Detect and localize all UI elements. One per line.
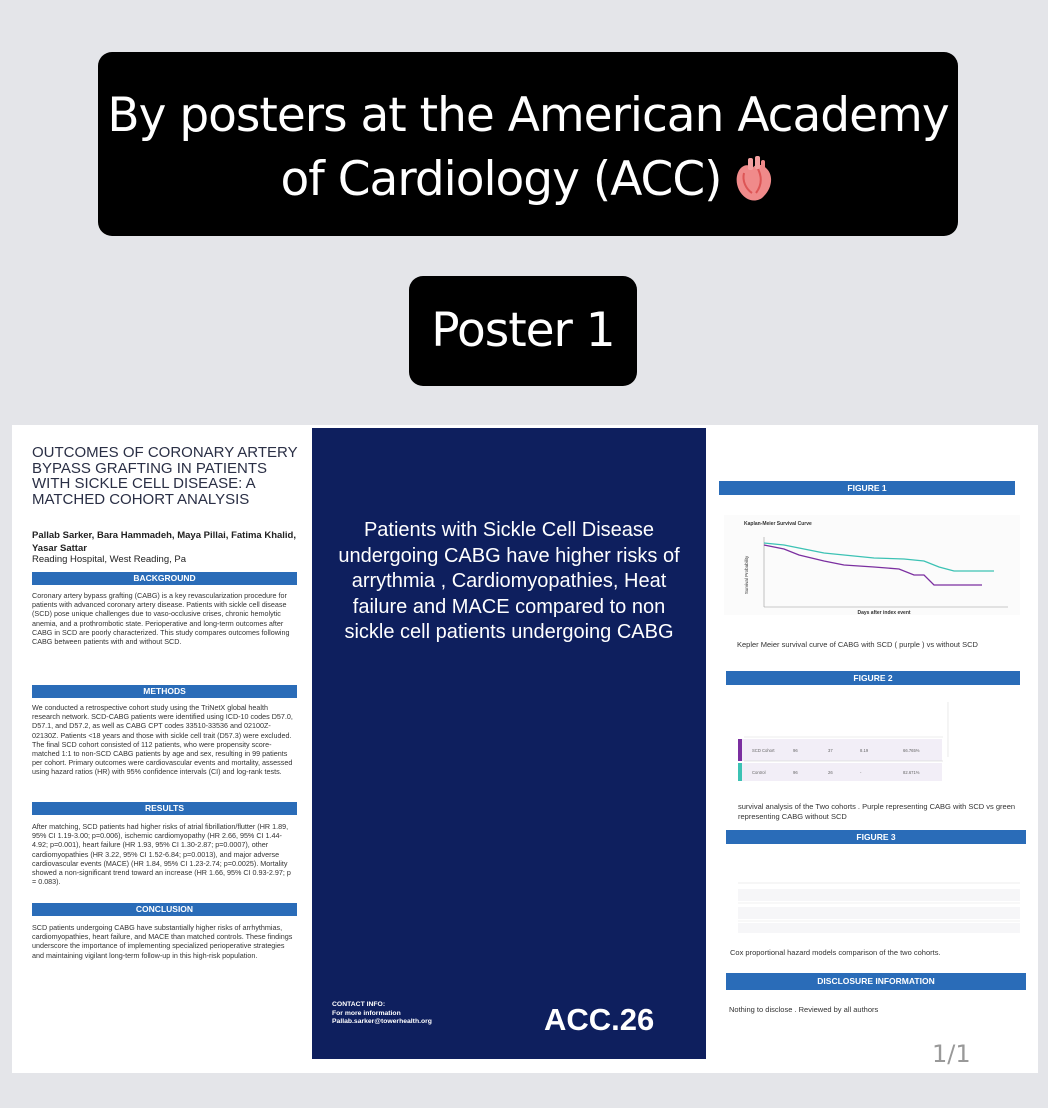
figure2-row2-cohort: Control [752,770,766,775]
figure1-heading: FIGURE 1 [719,481,1015,495]
poster-center-panel [312,428,706,1059]
figure2-control-color [738,763,742,781]
figure3-caption: Cox proportional hazard models comparison of the two cohorts. [730,948,941,957]
anatomical-heart-icon [732,155,776,203]
figure2-row2-median: - [860,770,862,775]
figure2-heading: FIGURE 2 [726,671,1020,685]
results-text: After matching, SCD patients had higher risks of atrial fibrillation/flutter (HR 1.89, 95% CI 1.19-3.00; p=0.006), ischemic cardiomyopathy (HR 2.66, 95% CI 1.44-4.92; p=0.001), heart failure (HR 1.93, 95% CI 1.30-2.87; p=0.0007), other cardiomyopathies (HR 3.22, 95% CI 1.52-6.84; p=0.0013), and major adverse cardiovascular events (MACE) (HR 1.84, 95% CI 1.23-2.74; p=0.0025). Mortality showed a non-significant trend toward an increase (HR 1.66, 95% CI 0.93-2.97; p = 0.083). [32,822,291,887]
results-heading: RESULTS [32,802,297,815]
methods-text: We conducted a retrospective cohort study using the TriNetX global health research network. SCD-CABG patients were identified using ICD-10 codes D57.0, D57.1, and D57.2, as well as CABG CPT codes 33510-33536 and 02100Z-02130Z. Patients <18 years and those with sickle cell trait (D57.3) were excluded. The final SCD cohort consisted of 112 patients, who were propensity score-matched 1:1 to non-SCD CABG patients by age and sex, resulting in 99 patients per cohort. Primary outcomes were cardiovascular events and mortality, assessed using hazard ratios (HR) with 95% confidence intervals (CI) and log-rank tests. [32,703,293,777]
title-line-2: of Cardiology (ACC) [280,152,722,207]
contact-info [332,1001,432,1027]
figure2-row1-median: 8.19 [860,748,869,753]
figure1-caption: Kepler Meier survival curve of CABG with SCD ( purple ) vs without SCD [737,640,978,649]
title-line-1: By posters at the American Academy [107,88,949,143]
background-heading: BACKGROUND [32,572,297,585]
figure2-row2-patients: 96 [793,770,798,775]
figure2-scd-color [738,739,742,761]
figure2-row1-cohort: SCD Cohort [752,748,775,753]
poster-number-banner: Poster 1 [409,276,637,386]
figure2-row1-outcome: 37 [828,748,833,753]
methods-heading: METHODS [32,685,297,698]
disclosure-text: Nothing to disclose . Reviewed by all authors [729,1005,879,1014]
figure3-heading: FIGURE 3 [726,830,1026,844]
page-indicator: 1/1 [932,1040,971,1068]
acc-logo: ACC.26 [544,1002,655,1037]
contact-heading: CONTACT INFO: [332,1001,386,1008]
conclusion-text: SCD patients undergoing CABG have substantially higher risks of arrhythmias, cardiomyopathies, heart failure, and MACE than matched controls. These findings underscore the importance of implementing specialized perioperative strategies and maintaining vigilant long-term follow-up in this high-risk population. [32,923,293,960]
figure1-x-label: Days after index event [857,610,911,615]
contact-email: Pallab.sarker@towerhealth.org [332,1018,432,1026]
figure1-y-label: Survival Probability [744,555,749,595]
conclusion-heading: CONCLUSION [32,903,297,916]
poster-authors: Pallab Sarker, Bara Hammadeh, Maya Pillai, Fatima Khalid, Yasar Sattar [32,530,297,554]
poster-affiliation: Reading Hospital, West Reading, Pa [32,554,187,565]
disclosure-heading: DISCLOSURE INFORMATION [726,973,1026,990]
figure2-row2-outcome: 26 [828,770,833,775]
poster-left-column [12,425,308,1073]
poster-headline: Patients with Sickle Cell Disease undergoing CABG have higher risks of arrythmia , Cardiomyopathies, Heat failure and MACE compared to non sickle cell patients undergoing CABG [338,519,680,644]
figure2-row1-survival: 66.765% [903,748,920,753]
background-text: Coronary artery bypass grafting (CABG) is a key revascularization procedure for patients with advanced coronary artery disease. Patients with sickle cell disease (SCD) pose unique challenges due to vaso-occlusive crises, chronic hemolytic anemia, and a prothrombotic state. Perioperative and long-term outcomes after CABG in SCD are poorly characterized. This study compares outcomes following CABG between patients with and without SCD. [32,591,290,647]
figure1-chart [724,515,1020,615]
poster-title: OUTCOMES OF CORONARY ARTERY BYPASS GRAFTING IN PATIENTS WITH SICKLE CELL DISEASE: A MATCHED COHORT ANALYSIS [32,444,298,508]
figure2-row2-survival: 82.671% [903,770,920,775]
figure3-table [734,855,1024,935]
contact-subheading: For more information [332,1009,401,1017]
figure2-caption: survival analysis of the Two cohorts . Purple representing CABG with SCD vs green representing CABG without SCD [738,802,1016,821]
poster-image [12,425,1038,1073]
title-banner [98,52,958,236]
figure2-table [738,697,988,787]
figure2-row1-patients: 96 [793,748,798,753]
figure1-title: Kaplan-Meier Survival Curve [744,521,812,527]
